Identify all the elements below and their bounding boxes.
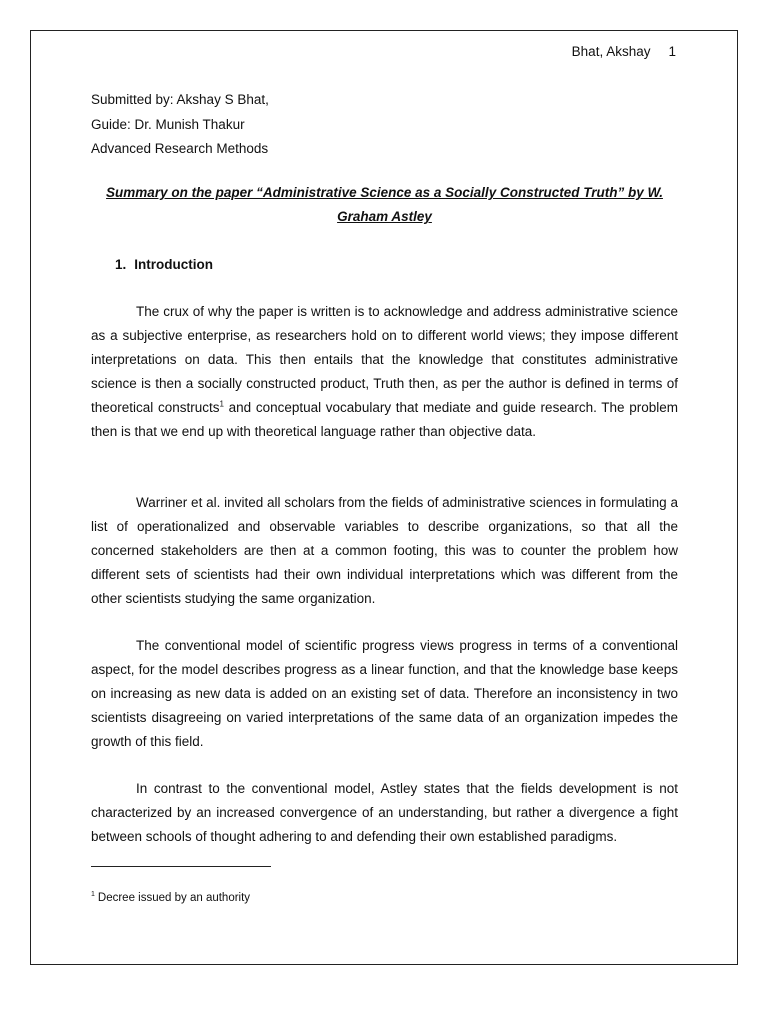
submitted-by: Submitted by: Akshay S Bhat, — [91, 92, 269, 107]
guide: Guide: Dr. Munish Thakur — [91, 116, 245, 132]
section-title: Introduction — [134, 257, 213, 272]
paragraph-3: The conventional model of scientific progress views progress in terms of a conventional aspect, for the model describes progress as a linear function, and that the knowledge base keeps on increasing as new data is added on an existing set of data. Therefore an inconsistency in two scientists disagreeing on varied interpretations of the same data of an organization impedes the growth of this field. — [91, 638, 678, 749]
header-author: Bhat, Akshay — [571, 44, 651, 59]
footnote-text: Decree issued by an authority — [97, 891, 251, 904]
submission-info — [91, 88, 269, 162]
paragraph-1-text-b: and conceptual vocabulary that mediate and guide research. The problem then is that we end up with theoretical language rather than objective data. — [91, 400, 678, 439]
footnote-marker: 1 — [91, 891, 95, 898]
footnote-divider — [91, 866, 271, 867]
paragraph-2: Warriner et al. invited all scholars from the fields of administrative sciences in formulating a list of operationalized and observable variables to describe organizations, so that all the concerned stakeholders are then at a common footing, this was to counter the problem how different sets of scientists had their own individual interpretations which was different from the other scientists studying the same organization. — [91, 495, 678, 606]
course-name: Advanced Research Methods — [91, 141, 269, 156]
running-header — [572, 44, 676, 59]
footnote-reference: 1 — [219, 399, 224, 409]
section-number: 1. — [115, 257, 127, 272]
paragraph-1-text-a: The crux of why the paper is written is to acknowledge and address administrative science as a subjective enterprise, as researchers hold on to different world views; they impose different interpretations on data. This then entails that the knowledge that constitutes administrative science is then a socially constructed product, Truth then, as per the author is defined in terms of theoretical constructs — [91, 304, 678, 415]
section-heading-introduction — [115, 253, 213, 277]
page-number: 1 — [668, 44, 676, 59]
paragraph-4: In contrast to the conventional model, Astley states that the fields development is not characterized by an increased convergence of an understanding, but rather a divergence a fight between schools of thought adhering to and defending their own established paradigms. — [91, 781, 678, 844]
footnote — [91, 886, 250, 907]
document-title: Summary on the paper “Administrative Science as a Socially Constructed Truth” by W. Graham Astley — [106, 185, 663, 224]
paragraph-1 — [91, 300, 678, 444]
